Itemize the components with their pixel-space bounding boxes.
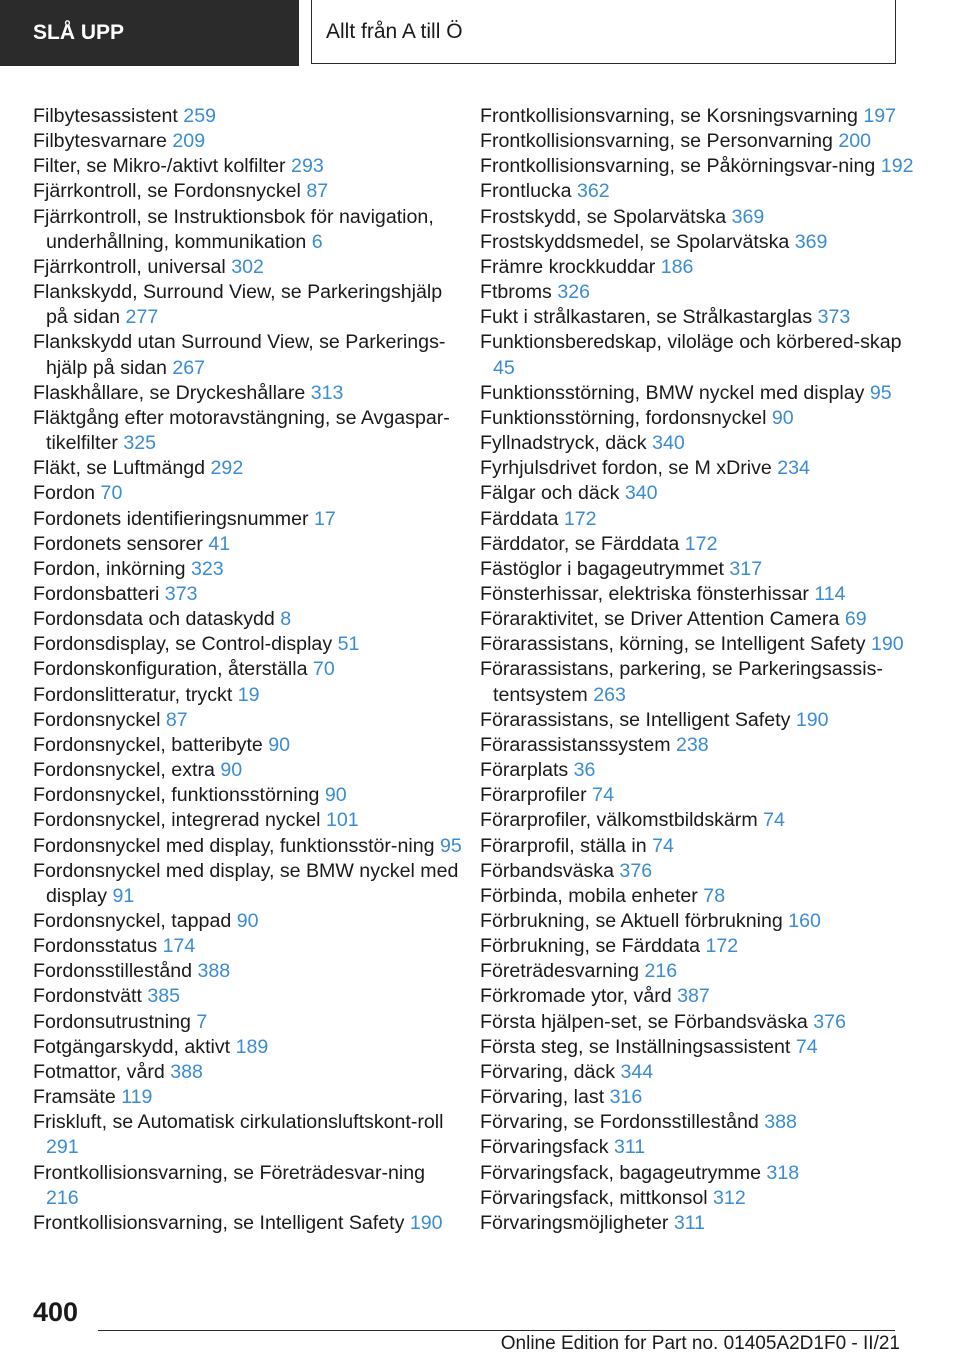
index-entry (33, 1085, 463, 1110)
index-entry (480, 884, 920, 909)
index-entry (480, 280, 920, 305)
page-number: 400 (33, 1297, 79, 1327)
index-entry (33, 733, 463, 758)
index-entry-term: Framsäte (33, 1086, 116, 1109)
page-reference-link[interactable]: 387 (677, 985, 710, 1008)
index-entry-term: Förarprofiler (480, 784, 587, 807)
index-entry (33, 758, 463, 783)
index-entry (480, 984, 920, 1009)
index-entry-term: Filbytesvarnare (33, 130, 167, 153)
page-reference-link[interactable]: 91 (112, 884, 135, 907)
index-entry (480, 1211, 920, 1236)
index-entry-term: Förarassistanssystem (480, 733, 671, 756)
section-title: SLÅ UPP (33, 21, 125, 44)
index-column-left (33, 104, 463, 1236)
index-entry (480, 632, 920, 657)
page-reference-link[interactable]: 174 (162, 935, 196, 958)
index-entry-term: Fordonsstillestånd (33, 960, 193, 983)
index-entry-term: Färddator, se Färddata (480, 532, 680, 555)
index-entry-term: Fotgängarskydd, aktivt (33, 1035, 231, 1058)
index-entry (33, 481, 463, 506)
index-entry-term: Förvaring, se Fordonsstillestånd (480, 1111, 759, 1134)
index-entry (33, 657, 463, 682)
index-entry-term: Funktionsstörning, fordonsnyckel (480, 406, 767, 429)
index-entry-term: Fordonsnyckel, tappad (33, 910, 232, 932)
index-entry-term: Första steg, se Inställningsassistent (480, 1035, 791, 1058)
index-entry (33, 154, 463, 179)
page-reference-link[interactable]: 119 (121, 1086, 153, 1109)
page-reference-link[interactable]: 19 (237, 683, 260, 706)
index-entry-term: Fordonsutrustning (33, 1010, 191, 1033)
page-reference-link[interactable]: 326 (557, 281, 591, 304)
index-entry (33, 456, 463, 481)
index-entry-term: Fordonstvätt (33, 985, 142, 1008)
edition-footer: Online Edition for Part no. 01405A2D1F0 - II/21 (500, 1333, 900, 1354)
index-entry-term: Fordonsnyckel (33, 708, 161, 731)
index-entry-term: Fordonsbatteri (33, 582, 160, 605)
page-reference-link[interactable]: 197 (863, 105, 897, 127)
page-reference-link[interactable]: 36 (573, 759, 596, 782)
index-entry (480, 179, 920, 204)
index-entry-term: Fordonsdisplay, se Control-display (33, 633, 333, 656)
page-reference-link[interactable]: 209 (172, 130, 206, 153)
index-entry-term: Frontkollisionsvarning, se Korsningsvarning (480, 105, 858, 127)
index-entry-term: Färddata (480, 507, 559, 530)
page-reference-link[interactable]: 101 (325, 809, 359, 832)
index-entry (33, 582, 463, 607)
index-entry (480, 1161, 920, 1186)
index-entry-term: Förbrukning, se Aktuell förbrukning (480, 910, 783, 932)
index-entry-term: Fyrhjulsdrivet fordon, se M xDrive (480, 457, 772, 480)
page-reference-link[interactable]: 316 (609, 1086, 643, 1109)
page-reference-link[interactable]: 172 (684, 532, 718, 555)
index-entry-term: Fordonsnyckel, extra (33, 759, 215, 782)
index-entry-term: Fordonsnyckel, funktionsstörning (33, 784, 320, 807)
index-entry (480, 959, 920, 984)
page-reference-link[interactable]: 291 (46, 1136, 79, 1159)
index-entry (480, 758, 920, 783)
page-reference-link[interactable]: 376 (619, 859, 653, 882)
index-entry-term: Funktionsstörning, BMW nyckel med display (480, 381, 865, 404)
index-entry (480, 783, 920, 808)
index-entry (33, 708, 463, 733)
index-entry (33, 783, 463, 808)
index-entry-term: Flankskydd utan Surround View, se Parkerings-hjälp på sidan (33, 331, 446, 379)
page-reference-link[interactable]: 74 (592, 784, 614, 807)
page-reference-link[interactable]: 189 (235, 1035, 269, 1058)
page-reference-link[interactable]: 325 (123, 432, 157, 455)
index-entry (33, 959, 463, 984)
footer-divider (98, 1330, 895, 1331)
page-reference-link[interactable]: 6 (311, 230, 323, 253)
index-entry-term: Förarplats (480, 759, 569, 782)
page-reference-link[interactable]: 373 (817, 306, 851, 329)
index-entry-term: Flankskydd, Surround View, se Parkeringshjälp på sidan (33, 281, 443, 329)
page-reference-link[interactable]: 70 (312, 658, 335, 681)
index-entry-term: Företrädesvarning (480, 960, 640, 983)
index-entry-term: Funktionsberedskap, viloläge och körbered-skap (480, 331, 902, 354)
index-entry (480, 834, 920, 859)
index-entry (480, 431, 920, 456)
index-entry (480, 230, 920, 255)
index-entry-term: Fläktgång efter motoravstängning, se Avgaspar-tikelfilter (33, 406, 450, 455)
index-entry (480, 1110, 920, 1135)
index-entry (480, 507, 920, 532)
page-reference-link[interactable]: 234 (777, 457, 810, 480)
index-entry-term: Förarprofiler, välkomstbildskärm (480, 809, 758, 832)
index-entry (33, 557, 463, 582)
page-reference-link[interactable]: 267 (172, 356, 206, 379)
index-entry (33, 683, 463, 708)
index-entry (480, 1135, 920, 1160)
index-entry (33, 104, 463, 129)
page-reference-link[interactable]: 90 (771, 406, 794, 429)
page-reference-link[interactable]: 323 (190, 557, 224, 580)
page-reference-link[interactable]: 190 (795, 708, 829, 731)
page-reference-link[interactable]: 186 (660, 255, 694, 278)
page-reference-link[interactable]: 90 (324, 784, 347, 807)
index-entry-term: Fjärrkontroll, universal (33, 255, 226, 278)
index-entry-term: Fordonsnyckel med display, se BMW nyckel med display (33, 859, 459, 907)
index-entry-term: Förbandsväska (480, 859, 614, 882)
index-entry (480, 934, 920, 959)
index-entry-term: Frontkollisionsvarning, se Intelligent Safety (33, 1211, 405, 1234)
page-reference-link[interactable]: 190 (409, 1211, 443, 1234)
index-entry (33, 859, 463, 909)
index-entry (33, 406, 463, 456)
index-entry (480, 808, 920, 833)
index-entry (480, 708, 920, 733)
index-entry (33, 934, 463, 959)
index-entry (33, 507, 463, 532)
page-reference-link[interactable]: 190 (871, 633, 904, 656)
index-entry-term: Förbrukning, se Färddata (480, 935, 700, 958)
page-reference-link[interactable]: 74 (795, 1035, 818, 1058)
index-entry (480, 1035, 920, 1060)
page-reference-link[interactable]: 90 (268, 733, 291, 756)
page-reference-link[interactable]: 292 (210, 457, 244, 480)
index-entry (33, 1161, 463, 1211)
page-reference-link[interactable]: 302 (231, 255, 264, 278)
index-entry-term: Fotmattor, vård (33, 1060, 165, 1083)
page-reference-link[interactable]: 172 (563, 507, 597, 530)
index-entry (33, 984, 463, 1009)
index-entry-term: Frontkollisionsvarning, se Påkörningsvar-ning (480, 155, 876, 178)
index-entry-term: Fjärrkontroll, se Instruktionsbok för navigation, underhållning, kommunikation (33, 205, 434, 253)
index-entry-term: Fordonsstatus (33, 935, 158, 958)
page-reference-link[interactable]: 160 (788, 910, 821, 932)
page-reference-link[interactable]: 114 (814, 582, 846, 605)
index-entry-term: Förvaringsfack, bagageutrymme (480, 1161, 761, 1184)
page-reference-link[interactable]: 238 (676, 733, 709, 756)
index-entry (33, 909, 463, 934)
page-reference-link[interactable]: 216 (46, 1186, 79, 1209)
page-reference-link[interactable]: 369 (794, 230, 828, 253)
index-entry (480, 909, 920, 934)
index-entry (33, 179, 463, 204)
index-entry-term: Första hjälpen-set, se Förbandsväska (480, 1010, 808, 1033)
index-entry (33, 532, 463, 557)
index-entry (33, 1060, 463, 1085)
index-entry-term: Förarassistans, körning, se Intelligent Safety (480, 633, 866, 656)
index-entry-term: Filbytesassistent (33, 105, 178, 127)
index-entry-term: Fälgar och däck (480, 482, 620, 505)
index-entry (480, 557, 920, 582)
index-entry (33, 255, 463, 280)
index-entry-term: Fönsterhissar, elektriska fönsterhissar (480, 582, 809, 605)
index-entry-term: Fordon, inkörning (33, 557, 186, 580)
page-reference-link[interactable]: 69 (844, 608, 867, 631)
index-entry (480, 129, 920, 154)
index-entry (33, 1110, 463, 1160)
page-reference-link[interactable]: 312 (713, 1186, 746, 1209)
index-entry-term: Fukt i strålkastaren, se Strålkastarglas (480, 306, 813, 329)
index-entry (33, 632, 463, 657)
index-entry-term: Fordon (33, 482, 96, 505)
index-entry-term: Förvaringsmöjligheter (480, 1211, 669, 1234)
page-reference-link[interactable]: 90 (220, 759, 243, 782)
index-entry-term: Fordonets identifieringsnummer (33, 507, 309, 530)
index-entry (33, 205, 463, 255)
index-entry-term: Fjärrkontroll, se Fordonsnyckel (33, 180, 301, 203)
index-entry-term: Förarassistans, parkering, se Parkeringsassis-tentsystem (480, 658, 883, 706)
index-entry (480, 456, 920, 481)
index-entry-term: Fordonsdata och dataskydd (33, 608, 275, 631)
index-entry-term: Fyllnadstryck, däck (480, 432, 647, 455)
page-reference-link[interactable]: 95 (439, 834, 462, 857)
page-reference-link[interactable]: 311 (613, 1136, 646, 1159)
index-entry-term: Förvaringsfack (480, 1136, 609, 1159)
index-entry-term: Förkromade ytor, vård (480, 985, 672, 1008)
index-entry (33, 834, 463, 859)
page-reference-link[interactable]: 344 (620, 1060, 654, 1083)
page-reference-link[interactable]: 385 (147, 985, 181, 1008)
section-tab (0, 0, 299, 66)
page-reference-link[interactable]: 259 (183, 105, 216, 127)
page-reference-link[interactable]: 376 (813, 1010, 846, 1033)
index-entry-term: Fläkt, se Luftmängd (33, 457, 206, 480)
page-reference-link[interactable]: 87 (306, 180, 329, 203)
index-entry (33, 1211, 463, 1236)
page-reference-link[interactable]: 340 (624, 482, 658, 505)
page-reference-link[interactable]: 311 (673, 1211, 706, 1234)
page-reference-link[interactable]: 318 (766, 1161, 800, 1184)
index-entry (480, 154, 920, 179)
index-entry (480, 381, 920, 406)
page-reference-link[interactable]: 293 (291, 155, 324, 178)
page-reference-link[interactable]: 340 (652, 432, 685, 455)
index-entry-term: Förarassistans, se Intelligent Safety (480, 708, 791, 731)
page-reference-link[interactable]: 17 (313, 507, 336, 530)
index-entry-term: Frostskydd, se Spolarvätska (480, 205, 727, 228)
index-entry (33, 330, 463, 380)
index-entry (33, 808, 463, 833)
page-reference-link[interactable]: 87 (165, 708, 188, 731)
page-reference-link[interactable]: 8 (280, 608, 292, 631)
page-reference-link[interactable]: 78 (703, 884, 726, 907)
index-entry-term: Frontlucka (480, 180, 572, 203)
page-reference-link[interactable]: 216 (644, 960, 678, 983)
page-reference-link[interactable]: 317 (729, 557, 763, 580)
index-entry-term: Förvaring, däck (480, 1060, 616, 1083)
index-entry (480, 1010, 920, 1035)
page-reference-link[interactable]: 200 (838, 130, 872, 153)
index-entry (480, 205, 920, 230)
index-entry-term: Fordonskonfiguration, återställa (33, 658, 308, 681)
page-reference-link[interactable]: 45 (493, 356, 515, 379)
chapter-title: Allt från A till Ö (326, 19, 463, 43)
index-entry (33, 1035, 463, 1060)
page-reference-link[interactable]: 95 (869, 381, 892, 404)
index-entry (480, 657, 920, 707)
index-entry-term: Fordonsnyckel med display, funktionsstör-ning (33, 834, 435, 857)
page-reference-link[interactable]: 74 (763, 809, 785, 832)
page-reference-link[interactable]: 192 (880, 155, 914, 178)
index-entry (480, 859, 920, 884)
index-entry (480, 305, 920, 330)
index-entry-term: Förarprofil, ställa in (480, 834, 647, 857)
page-reference-link[interactable]: 263 (593, 683, 626, 706)
index-entry (480, 1085, 920, 1110)
index-entry-term: Ftbroms (480, 281, 552, 304)
index-column-right (480, 104, 920, 1236)
chapter-header (311, 0, 896, 64)
index-entry-term: Frontkollisionsvarning, se Personvarning (480, 130, 833, 153)
index-entry (480, 1060, 920, 1085)
page-reference-link[interactable]: 51 (337, 633, 360, 656)
index-entry-term: Förvaring, last (480, 1086, 605, 1109)
index-entry (480, 104, 920, 129)
index-entry-term: Fästöglor i bagageutrymmet (480, 557, 724, 580)
page-reference-link[interactable]: 369 (731, 205, 765, 228)
index-entry (480, 330, 920, 380)
index-entry (480, 481, 920, 506)
index-entry (480, 406, 920, 431)
index-entry-term: Fordonets sensorer (33, 532, 203, 555)
page-reference-link[interactable]: 74 (652, 834, 674, 857)
index-entry-term: Filter, se Mikro-/aktivt kolfilter (33, 155, 286, 178)
index-entry (480, 582, 920, 607)
index-entry-term: Främre krockkuddar (480, 255, 656, 278)
page-reference-link[interactable]: 362 (576, 180, 610, 203)
page-reference-link[interactable]: 388 (197, 960, 231, 983)
index-entry-term: Friskluft, se Automatisk cirkulationsluftskont-roll (33, 1111, 444, 1134)
index-entry (33, 607, 463, 632)
index-entry (33, 280, 463, 330)
index-entry-term: Föraraktivitet, se Driver Attention Camera (480, 608, 840, 631)
index-entry-term: Frontkollisionsvarning, se Företrädesvar-ning (33, 1161, 426, 1184)
index-entry-term: Förvaringsfack, mittkonsol (480, 1186, 708, 1209)
index-entry (33, 129, 463, 154)
page-reference-link[interactable]: 388 (170, 1060, 203, 1083)
index-entry (480, 733, 920, 758)
index-entry-term: Förbinda, mobila enheter (480, 884, 698, 907)
index-entry-term: Fordonsnyckel, integrerad nyckel (33, 809, 321, 832)
index-entry (480, 1186, 920, 1211)
page-reference-link[interactable]: 388 (764, 1111, 797, 1134)
index-entry (33, 381, 463, 406)
page-reference-link[interactable]: 90 (236, 910, 259, 932)
index-entry (33, 1010, 463, 1035)
page-reference-link[interactable]: 373 (164, 582, 198, 605)
page-reference-link[interactable]: 277 (125, 306, 159, 329)
index-entry-term: Fordonsnyckel, batteribyte (33, 733, 263, 756)
index-entry (480, 255, 920, 280)
page-reference-link[interactable]: 70 (100, 482, 123, 505)
page-reference-link[interactable]: 313 (310, 381, 344, 404)
index-entry-term: Frostskyddsmedel, se Spolarvätska (480, 230, 790, 253)
page-reference-link[interactable]: 41 (208, 532, 231, 555)
index-entry (480, 607, 920, 632)
index-entry-term: Fordonslitteratur, tryckt (33, 683, 233, 706)
index-entry (480, 532, 920, 557)
index-entry-term: Flaskhållare, se Dryckeshållare (33, 381, 306, 404)
page-reference-link[interactable]: 7 (196, 1010, 208, 1033)
page-reference-link[interactable]: 172 (705, 935, 739, 958)
